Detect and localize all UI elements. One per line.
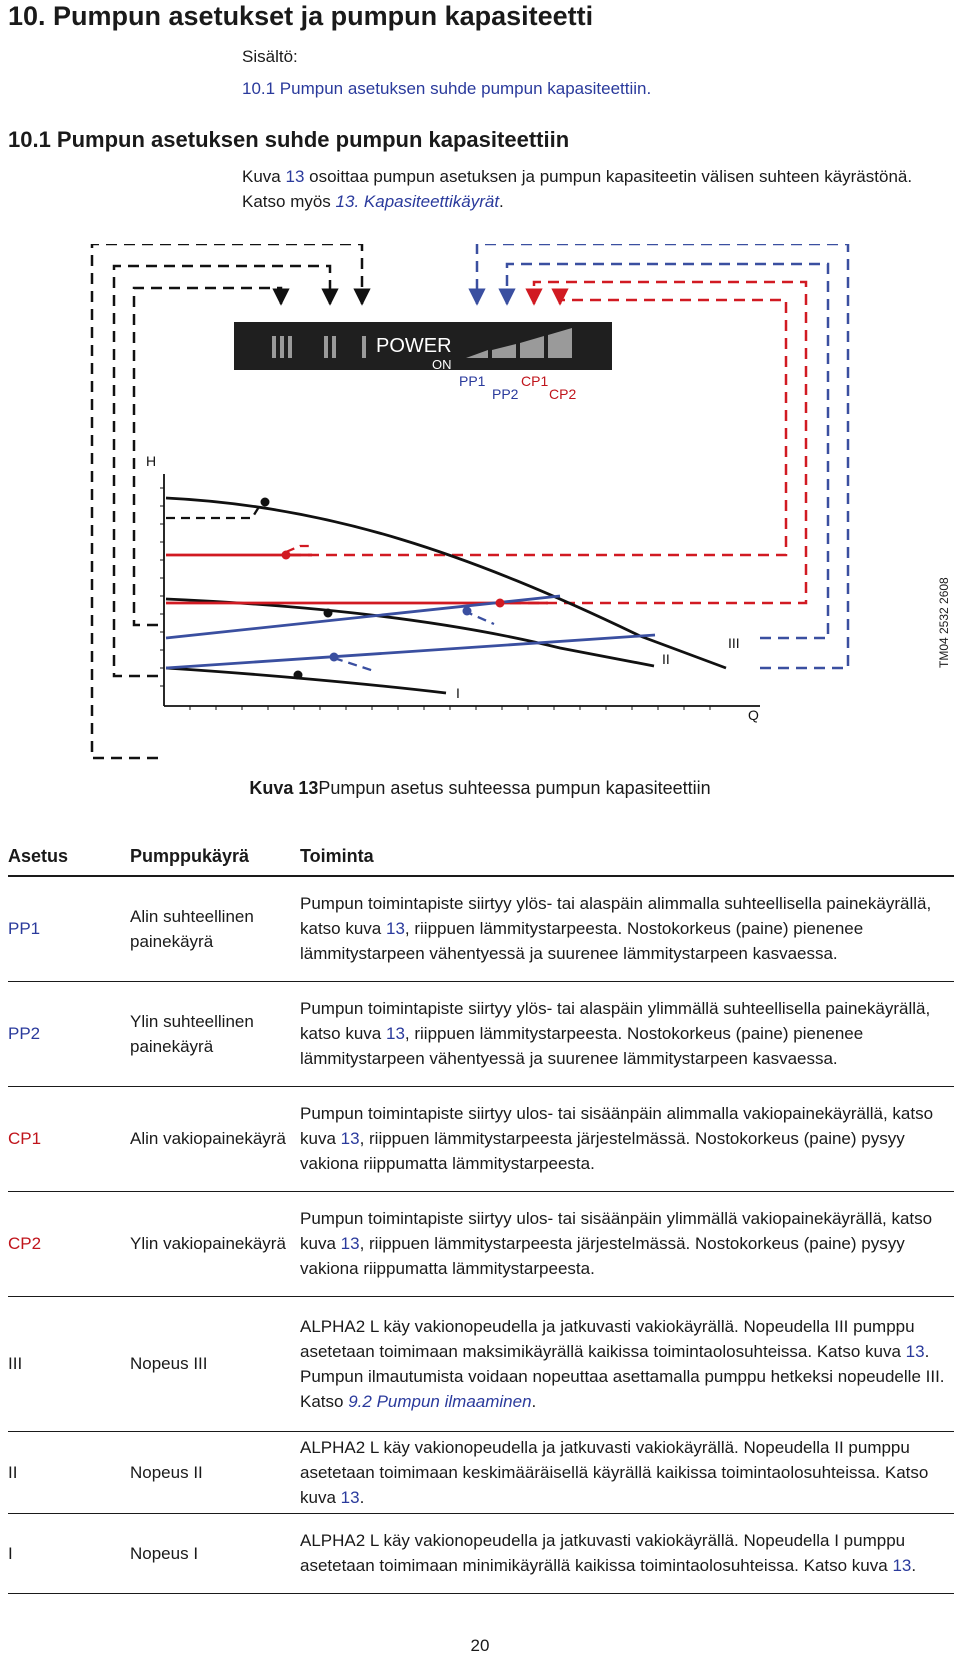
proportional-curves — [166, 596, 655, 668]
figure-ref-link[interactable]: 13 — [340, 1487, 360, 1507]
action-cell: Pumpun toimintapiste siirtyy ylös- tai alaspäin alimmalla suhteellisella painekäyrällä, katso kuva 13, riippuen lämmitystarpeesta. Nostokorkeus (paine) pienenee lämmitystarpeen vähentyessä ja suurenee lämmitystarpeen kasvaessa. — [300, 876, 954, 981]
connector-pp2 — [507, 264, 828, 638]
mode-labels — [459, 373, 576, 402]
label-pp1: PP1 — [459, 373, 486, 389]
label-pp2: PP2 — [492, 386, 519, 402]
point-pp1 — [330, 653, 339, 662]
axis-ticks — [160, 488, 710, 710]
table-row — [8, 1191, 954, 1296]
point-speed-i — [294, 671, 303, 680]
figure-ref-link[interactable]: 13 — [340, 1234, 360, 1253]
header-action: Toiminta — [300, 838, 954, 876]
curve-cell: Nopeus II — [130, 1431, 300, 1513]
curve-cell: Alin vakiopainekäyrä — [130, 1086, 300, 1191]
header-setting: Asetus — [8, 838, 130, 876]
constant-curves — [166, 555, 548, 603]
curve-label-iii: III — [728, 635, 740, 651]
table-row — [8, 1513, 954, 1593]
caption-text: Pumpun asetus suhteessa pumpun kapasiteettiin — [318, 778, 711, 798]
intro-text-b: osoittaa pumpun asetuksen ja pumpun kapasiteetin välisen suhteen käyrästönä. Katso myös — [242, 167, 913, 211]
intro-text-a: Kuva — [242, 167, 286, 186]
caption-label: Kuva 13 — [249, 778, 319, 798]
table-row — [8, 1086, 954, 1191]
curve-cell: Nopeus I — [130, 1513, 300, 1593]
label-cp2: CP2 — [549, 386, 577, 402]
setting-cell: CP2 — [8, 1191, 130, 1296]
intro-paragraph — [242, 164, 942, 214]
control-panel — [234, 322, 612, 372]
curve-cell: Alin suhteellinen painekäyrä — [130, 876, 300, 981]
table-row — [8, 981, 954, 1086]
figure-code: TM04 2532 2608 — [937, 577, 951, 668]
curve-speed-iii — [166, 498, 726, 668]
curve-continuations — [166, 502, 494, 671]
curve-label-ii: II — [662, 651, 670, 667]
connector-pp1 — [477, 244, 848, 668]
figure-ref-link[interactable]: 13 — [386, 1024, 405, 1043]
action-cell: Pumpun toimintapiste siirtyy ulos- tai sisäänpäin ylimmällä vakiopainekäyrällä, katso kuva 13, riippuen lämmitystarpeesta järjestelmässä. Nostokorkeus (paine) pysyy vakiona riippumatta lämmitystarpeesta. — [300, 1191, 954, 1296]
setting-cell: I — [8, 1513, 130, 1593]
table-row — [8, 876, 954, 981]
figure-ref-link[interactable]: 13 — [386, 919, 405, 939]
setting-cell: CP1 — [8, 1086, 130, 1191]
label-cp1: CP1 — [521, 373, 549, 389]
curve-cell: Nopeus III — [130, 1296, 300, 1431]
setting-cell: III — [8, 1296, 130, 1431]
chart-axes — [164, 474, 760, 706]
axis-label-q: Q — [748, 707, 759, 723]
figure-caption — [0, 776, 960, 800]
proportional-connectors — [477, 244, 848, 668]
figure-ref-link[interactable]: 13 — [340, 1129, 360, 1148]
point-cp2 — [282, 551, 291, 560]
action-cell: Pumpun toimintapiste siirtyy ylös- tai alaspäin ylimmällä suhteellisella painekäyrällä, katso kuva 13, riippuen lämmitystarpeesta. Nostokorkeus (paine) pienenee lämmitystarpeen vähentyessä ja suurenee lämmitystarpeen kasvaessa. — [300, 981, 954, 1086]
toc-label: Sisältö: — [242, 47, 298, 66]
point-pp2 — [463, 607, 472, 616]
settings-table — [8, 838, 954, 1594]
figure-ref-link[interactable]: 13 — [285, 167, 305, 186]
point-speed-ii — [324, 609, 333, 618]
figure-ref-link[interactable]: 13 — [905, 1341, 925, 1361]
action-cell: ALPHA2 L käy vakionopeudella ja jatkuvasti vakiokäyrällä. Nopeudella III pumppu asetetaan toimimaan maksimikäyrällä kaikissa toimintaolosuhteissa. Katso kuva 13. Pumpun ilmautumista voidaan nopeuttaa asettamalla pumppu hetkeksi nopeudelle III. Katso 9.2 Pumpun ilmaaminen. — [300, 1296, 954, 1431]
panel-on-label: ON — [432, 357, 452, 372]
intro-end: . — [499, 192, 504, 211]
curve-speed-i — [166, 668, 446, 693]
axis-label-h: H — [146, 453, 157, 469]
panel-power-label: POWER — [376, 335, 452, 357]
curve-cell: Ylin vakiopainekäyrä — [130, 1191, 300, 1296]
setting-cell: II — [8, 1431, 130, 1513]
point-cp1 — [496, 599, 505, 608]
figure-ref-link[interactable]: 13 — [892, 1556, 912, 1575]
action-cell: ALPHA2 L käy vakionopeudella ja jatkuvasti vakiokäyrällä. Nopeudella II pumppu asetetaan toimimaan keskimääräisellä käyrällä kaikissa toimintaolosuhteissa. Katso kuva 13. — [300, 1431, 954, 1513]
point-speed-iii — [261, 498, 270, 507]
header-curve: Pumppukäyrä — [130, 838, 300, 876]
pump-venting-link[interactable]: 9.2 Pumpun ilmaaminen — [348, 1391, 532, 1411]
page-heading: 10. Pumpun asetukset ja pumpun kapasiteetti — [8, 1, 594, 31]
speed-curves — [166, 498, 726, 693]
page-number: 20 — [470, 1636, 490, 1655]
action-cell: ALPHA2 L käy vakionopeudella ja jatkuvasti vakiokäyrällä. Nopeudella I pumppu asetetaan toimimaan minimikäyrällä kaikissa toimintaolosuhteissa. Katso kuva 13. — [300, 1513, 954, 1593]
table-row — [8, 1296, 954, 1431]
setting-cell: PP2 — [8, 981, 130, 1086]
setting-cell: PP1 — [8, 876, 130, 981]
curve-label-i: I — [456, 685, 460, 701]
capacity-curves-link[interactable]: 13. Kapasiteettikäyrät — [335, 192, 500, 211]
curve-cell: Ylin suhteellinen painekäyrä — [130, 981, 300, 1086]
table-row — [8, 1431, 954, 1513]
section-title: 10.1 Pumpun asetuksen suhde pumpun kapasiteettiin — [8, 127, 570, 152]
toc-link[interactable]: 10.1 Pumpun asetuksen suhde pumpun kapasiteettiin. — [242, 79, 652, 98]
pump-settings-diagram — [0, 244, 960, 814]
action-cell: Pumpun toimintapiste siirtyy ulos- tai sisäänpäin alimmalla vakiopainekäyrällä, katso kuva 13, riippuen lämmitystarpeesta järjestelmässä. Nostokorkeus (paine) pysyy vakiona riippumatta lämmitystarpeesta. — [300, 1086, 954, 1191]
